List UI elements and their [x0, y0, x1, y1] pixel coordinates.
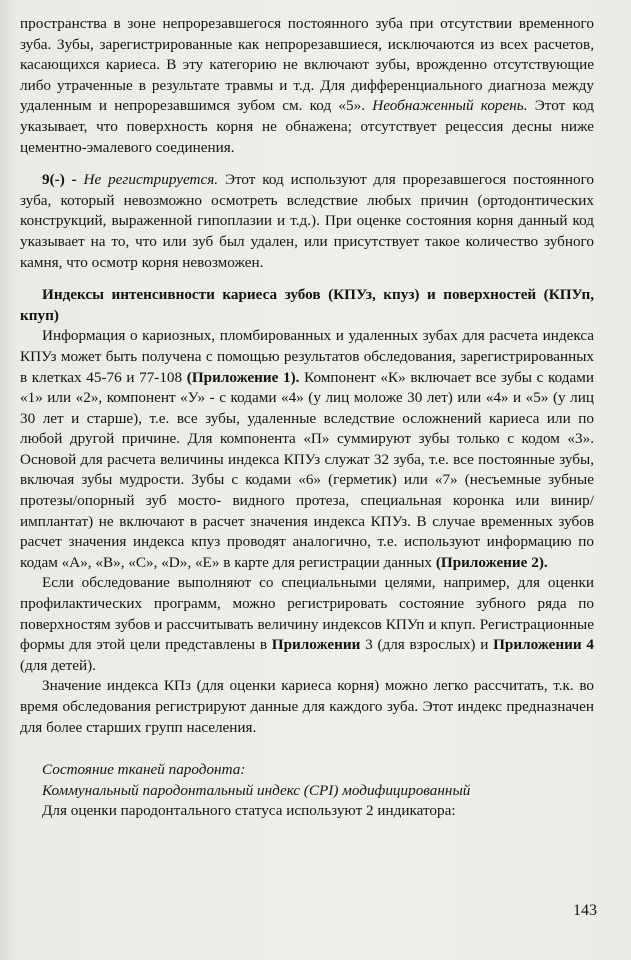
paragraph-text: Этот код используют для прорезавшегося постоянного зуба, который невозможно осмотреть вследствие любых причин (ортодонтических конструкций, выраженной гипоплазии и т.д.). При оценке состояния корня данный код указывает на то, что или зуб был удален, или присутствует такое количество зубного камня, что осмотр корня невозможен. — [20, 171, 595, 271]
paragraph-text: 3 (для взрослых) и — [360, 636, 494, 654]
paragraph-text: Этот код указывает, что поверхность корня не обнажена; отсутствует рецессия десны ниже цементно-эмалевого соединения. — [20, 97, 595, 156]
subheading-cpi: Коммунальный пародонтальный индекс (CPI) модифицированный — [42, 781, 471, 799]
paragraph-text: пространства в зоне непрорезавшегося постоянного зуба при отсутствии временного зуба. Зубы, зарегистрированные как непрорезавшиеся, исключаются из всех расчетов, касающихся кариеса. В эту категорию не включают зубы, врожденно отсутствующие либо утраченные в результате травмы и т.д. Для дифференциального диагноза между удаленным и непрорезавшимся зубом см. код «5». — [20, 15, 594, 115]
paragraph-root-index: Значение индекса КПз (для оценки кариеса корня) можно легко рассчитать, т.к. во время обследования регистрируют данные для каждого зуба. Этот индекс предназначен для более старших групп населения. — [20, 677, 594, 736]
paragraph-indicators: Для оценки пародонтального статуса используют 2 индикатора: — [42, 802, 456, 820]
subheading-periodontal: Состояние тканей пародонта: — [42, 761, 246, 779]
code-label-italic: Не регистрируется. — [83, 171, 219, 189]
appendix-reference: Приложении 4 — [493, 636, 595, 654]
code-number: 9(-) - — [42, 171, 84, 189]
paragraph-text: (для детей). — [20, 656, 96, 674]
code-label-italic: Необнаженный корень. — [372, 97, 528, 115]
paragraph-continued — [20, 14, 594, 158]
paragraph-code-9 — [20, 170, 594, 273]
paragraph-text: Информация о кариозных, пломбированных и удаленных зубах для расчета индекса КПУз может быть получена с помощью результатов обследования, зарегистрированных в клетках 45-76 и 77-108 — [20, 327, 594, 386]
paragraph-surfaces — [20, 573, 594, 676]
appendix-reference: Приложении — [271, 636, 361, 654]
appendix-reference: (Приложение 1). — [186, 368, 300, 386]
paragraph-text: Компонент «К» включает все зубы с кодами «1» или «2», компонент «У» - с кодами «4» (у лиц моложе 30 лет) или «4» и «5» (у лиц 30 лет и старше), т.е. все зубы, удаленные вследствие осложнений кариеса или по любой другой причине. Для компонента «П» суммируют зубы только с кодом «3». Основой для расчета величины индекса КПУз служат 32 зуба, т.е. все постоянные зубы, включая зубы мудрости. Зубы с кодами «6» (герметик) или «7» (несъемные зубные протезы/опорный зуб мосто- видного протеза, специальная коронка или винир/имплантат) не включают в расчет значения индекса КПУз. В случае временных зубов расчет значения индекса кпуз проводят аналогично, т.е. используют информацию по кодам «А», «В», «С», «D», «Е» в карте для регистрации данных — [20, 368, 594, 571]
appendix-reference: (Приложение 2). — [435, 553, 548, 571]
section-heading: Индексы интенсивности кариеса зубов (КПУз, кпуз) и поверхностей (КПУп, кпуп) — [20, 286, 594, 324]
page-text — [20, 14, 594, 822]
paragraph-text: Если обследование выполняют со специальными целями, например, для оценки профилактических программ, можно регистрировать состояние зубного ряда по поверхностям зубов и рассчитывать величину индексов КПУп и кпуп. Регистрационные формы для этой цели представлены в — [20, 574, 594, 654]
paragraph-kpuz — [20, 326, 594, 573]
page-number: 143 — [573, 902, 597, 919]
